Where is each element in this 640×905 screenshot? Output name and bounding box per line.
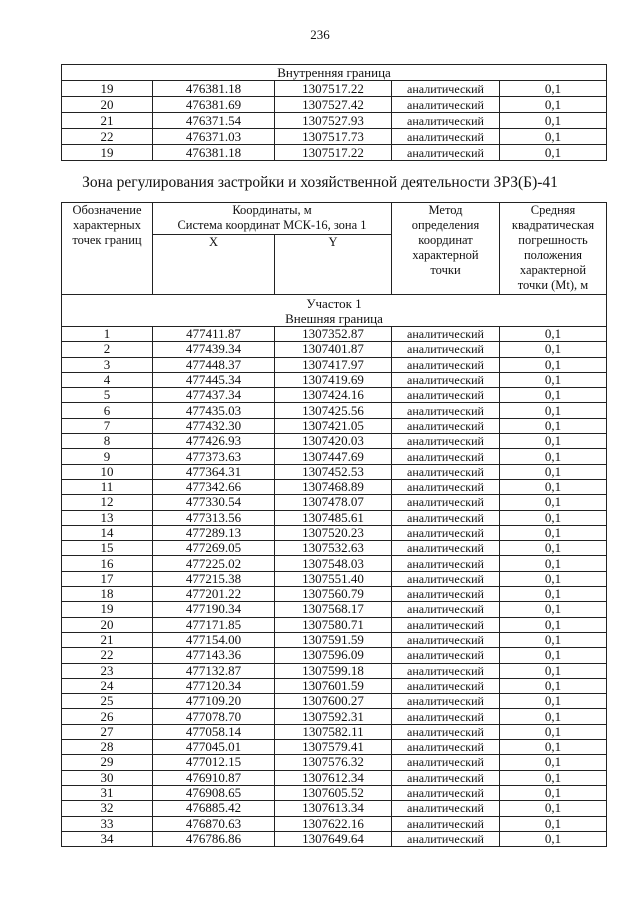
error-mt: 0,1 [500,571,607,586]
table-row [62,145,607,161]
subsection-header [62,295,607,327]
coord-x: 477448.37 [153,357,275,372]
coord-y: 1307579.41 [275,740,392,755]
method: аналитический [392,785,500,800]
coord-x: 476381.18 [153,81,275,97]
coord-y: 1307520.23 [275,525,392,540]
coord-x: 477120.34 [153,678,275,693]
coord-x: 477190.34 [153,602,275,617]
error-mt: 0,1 [500,602,607,617]
point-id: 24 [62,678,153,693]
table-row [62,495,607,510]
table-row [62,525,607,540]
coord-y: 1307447.69 [275,449,392,464]
point-id: 27 [62,724,153,739]
error-mt: 0,1 [500,724,607,739]
error-mt: 0,1 [500,801,607,816]
coord-y: 1307485.61 [275,510,392,525]
method: аналитический [392,541,500,556]
point-id: 20 [62,97,153,113]
point-id: 9 [62,449,153,464]
error-mt: 0,1 [500,372,607,387]
method: аналитический [392,801,500,816]
method: аналитический [392,740,500,755]
coord-x: 477342.66 [153,479,275,494]
method: аналитический [392,449,500,464]
coord-y: 1307419.69 [275,372,392,387]
coord-x: 476381.18 [153,145,275,161]
table-row [62,602,607,617]
error-mt: 0,1 [500,464,607,479]
coord-x: 477201.22 [153,587,275,602]
coord-y: 1307600.27 [275,694,392,709]
coord-y: 1307517.22 [275,81,392,97]
error-mt: 0,1 [500,770,607,785]
point-id: 5 [62,388,153,403]
header-coordinates [153,203,392,235]
table-row [62,816,607,831]
header-y: Y [275,235,392,295]
point-id: 7 [62,418,153,433]
table-row [62,663,607,678]
coord-x: 477215.38 [153,571,275,586]
coord-y: 1307649.64 [275,831,392,846]
table-row [62,113,607,129]
method: аналитический [392,525,500,540]
error-mt: 0,1 [500,709,607,724]
error-mt: 0,1 [500,357,607,372]
point-id: 8 [62,434,153,449]
method: аналитический [392,694,500,709]
coord-x: 476371.03 [153,129,275,145]
coord-x: 476910.87 [153,770,275,785]
coord-x: 477411.87 [153,327,275,342]
coord-y: 1307478.07 [275,495,392,510]
method: аналитический [392,464,500,479]
table-row [62,632,607,647]
coord-y: 1307551.40 [275,571,392,586]
table-row [62,418,607,433]
point-id: 20 [62,617,153,632]
error-mt: 0,1 [500,327,607,342]
method: аналитический [392,678,500,693]
point-id: 21 [62,113,153,129]
method: аналитический [392,418,500,433]
method: аналитический [392,388,500,403]
error-mt: 0,1 [500,740,607,755]
method: аналитический [392,81,500,97]
table-row [62,510,607,525]
error-mt: 0,1 [500,479,607,494]
point-id: 22 [62,648,153,663]
method: аналитический [392,632,500,647]
table-row [62,403,607,418]
point-id: 26 [62,709,153,724]
coord-x: 476371.54 [153,113,275,129]
point-id: 13 [62,510,153,525]
method: аналитический [392,816,500,831]
method: аналитический [392,372,500,387]
coord-y: 1307517.22 [275,145,392,161]
coord-y: 1307605.52 [275,785,392,800]
point-id: 19 [62,81,153,97]
point-id: 11 [62,479,153,494]
point-id: 21 [62,632,153,647]
coord-y: 1307421.05 [275,418,392,433]
point-id: 31 [62,785,153,800]
coord-y: 1307601.59 [275,678,392,693]
coord-x: 477132.87 [153,663,275,678]
coord-y: 1307517.73 [275,129,392,145]
coord-y: 1307576.32 [275,755,392,770]
coord-x: 477435.03 [153,403,275,418]
error-mt: 0,1 [500,785,607,800]
error-mt: 0,1 [500,587,607,602]
error-mt: 0,1 [500,129,607,145]
coord-y: 1307420.03 [275,434,392,449]
table-row [62,678,607,693]
error-mt: 0,1 [500,678,607,693]
error-mt: 0,1 [500,648,607,663]
page-number: 236 [310,27,330,42]
inner-boundary-table [61,64,607,161]
coord-x: 477439.34 [153,342,275,357]
error-mt: 0,1 [500,617,607,632]
table-row [62,648,607,663]
coord-x: 477171.85 [153,617,275,632]
point-id: 34 [62,831,153,846]
table-row [62,755,607,770]
table-row [62,556,607,571]
coord-y: 1307613.34 [275,801,392,816]
error-mt: 0,1 [500,816,607,831]
coord-x: 476381.69 [153,97,275,113]
coord-y: 1307424.16 [275,388,392,403]
table-row [62,801,607,816]
coord-x: 477058.14 [153,724,275,739]
error-mt: 0,1 [500,145,607,161]
point-id: 2 [62,342,153,357]
table-row [62,357,607,372]
coord-y: 1307580.71 [275,617,392,632]
coord-x: 476870.63 [153,816,275,831]
table-row [62,97,607,113]
point-id: 25 [62,694,153,709]
coord-y: 1307452.53 [275,464,392,479]
error-mt: 0,1 [500,495,607,510]
table-row [62,372,607,387]
coord-x: 477313.56 [153,510,275,525]
error-mt: 0,1 [500,403,607,418]
method: аналитический [392,510,500,525]
point-id: 19 [62,602,153,617]
coord-x: 477437.34 [153,388,275,403]
error-mt: 0,1 [500,449,607,464]
inner-boundary-caption: Внутренняя граница [62,65,607,81]
coord-y: 1307548.03 [275,556,392,571]
coord-x: 477445.34 [153,372,275,387]
method: аналитический [392,145,500,161]
point-id: 30 [62,770,153,785]
table-row [62,724,607,739]
error-mt: 0,1 [500,541,607,556]
table-row [62,694,607,709]
table-row [62,129,607,145]
error-mt: 0,1 [500,525,607,540]
point-id: 14 [62,525,153,540]
coord-y: 1307425.56 [275,403,392,418]
coord-y: 1307612.34 [275,770,392,785]
point-id: 17 [62,571,153,586]
method: аналитический [392,97,500,113]
table-row [62,571,607,586]
coord-x: 476908.65 [153,785,275,800]
method: аналитический [392,602,500,617]
coord-y: 1307560.79 [275,587,392,602]
error-mt: 0,1 [500,342,607,357]
coord-y: 1307417.97 [275,357,392,372]
point-id: 4 [62,372,153,387]
header-coordinates-line1: Координаты, м [232,203,312,217]
error-mt: 0,1 [500,663,607,678]
coord-y: 1307527.93 [275,113,392,129]
method: аналитический [392,357,500,372]
coord-x: 477373.63 [153,449,275,464]
coord-y: 1307592.31 [275,709,392,724]
error-mt: 0,1 [500,510,607,525]
coord-y: 1307527.42 [275,97,392,113]
coord-y: 1307596.09 [275,648,392,663]
coord-y: 1307352.87 [275,327,392,342]
header-point: Обозначение характерных точек границ [62,203,153,295]
table-row [62,81,607,97]
point-id: 33 [62,816,153,831]
point-id: 3 [62,357,153,372]
header-x: X [153,235,275,295]
coord-y: 1307591.59 [275,632,392,647]
method: аналитический [392,342,500,357]
table-row [62,709,607,724]
coord-x: 477426.93 [153,434,275,449]
coord-y: 1307622.16 [275,816,392,831]
method: аналитический [392,556,500,571]
table-row [62,770,607,785]
point-id: 6 [62,403,153,418]
error-mt: 0,1 [500,97,607,113]
method: аналитический [392,663,500,678]
coordinates-table [61,202,607,847]
coord-x: 477143.36 [153,648,275,663]
coord-x: 477045.01 [153,740,275,755]
section-title: Зона регулирования застройки и хозяйственной деятельности ЗРЗ(Б)-41 [82,174,558,191]
coord-y: 1307532.63 [275,541,392,556]
table-row [62,449,607,464]
error-mt: 0,1 [500,556,607,571]
point-id: 12 [62,495,153,510]
table-row [62,785,607,800]
point-id: 23 [62,663,153,678]
header-coordinates-line2: Система координат МСК-16, зона 1 [177,218,367,232]
error-mt: 0,1 [500,831,607,846]
table-row [62,587,607,602]
error-mt: 0,1 [500,434,607,449]
point-id: 28 [62,740,153,755]
point-id: 18 [62,587,153,602]
coord-x: 477330.54 [153,495,275,510]
point-id: 32 [62,801,153,816]
coord-y: 1307401.87 [275,342,392,357]
header-error: Средняя квадратическая погрешность положения характерной точки (Mt), м [500,203,607,295]
method: аналитический [392,648,500,663]
table-row [62,740,607,755]
method: аналитический [392,724,500,739]
coord-x: 477432.30 [153,418,275,433]
error-mt: 0,1 [500,113,607,129]
method: аналитический [392,479,500,494]
point-id: 1 [62,327,153,342]
method: аналитический [392,755,500,770]
method: аналитический [392,571,500,586]
method: аналитический [392,587,500,602]
coord-y: 1307599.18 [275,663,392,678]
table-row [62,388,607,403]
table-row [62,434,607,449]
method: аналитический [392,129,500,145]
method: аналитический [392,403,500,418]
point-id: 22 [62,129,153,145]
coord-y: 1307468.89 [275,479,392,494]
header-method: Метод определения координат характерной точки [392,203,500,295]
boundary-type: Внешняя граница [285,310,383,326]
table-row [62,342,607,357]
error-mt: 0,1 [500,755,607,770]
point-id: 29 [62,755,153,770]
method: аналитический [392,434,500,449]
method: аналитический [392,770,500,785]
point-id: 19 [62,145,153,161]
coord-x: 477289.13 [153,525,275,540]
coord-x: 476885.42 [153,801,275,816]
coord-x: 477225.02 [153,556,275,571]
coord-x: 477078.70 [153,709,275,724]
method: аналитический [392,831,500,846]
table-row [62,464,607,479]
method: аналитический [392,709,500,724]
coord-x: 477154.00 [153,632,275,647]
coord-x: 476786.86 [153,831,275,846]
table-row [62,327,607,342]
coord-x: 477364.31 [153,464,275,479]
error-mt: 0,1 [500,694,607,709]
table-row [62,617,607,632]
method: аналитический [392,327,500,342]
point-id: 10 [62,464,153,479]
coord-y: 1307582.11 [275,724,392,739]
method: аналитический [392,495,500,510]
table-row [62,541,607,556]
method: аналитический [392,113,500,129]
point-id: 16 [62,556,153,571]
error-mt: 0,1 [500,388,607,403]
error-mt: 0,1 [500,418,607,433]
error-mt: 0,1 [500,632,607,647]
method: аналитический [392,617,500,632]
table-row [62,831,607,846]
point-id: 15 [62,541,153,556]
coord-y: 1307568.17 [275,602,392,617]
table-row [62,479,607,494]
coord-x: 477109.20 [153,694,275,709]
subsection-title: Участок 1 [306,295,362,311]
coord-x: 477269.05 [153,541,275,556]
coord-x: 477012.15 [153,755,275,770]
error-mt: 0,1 [500,81,607,97]
